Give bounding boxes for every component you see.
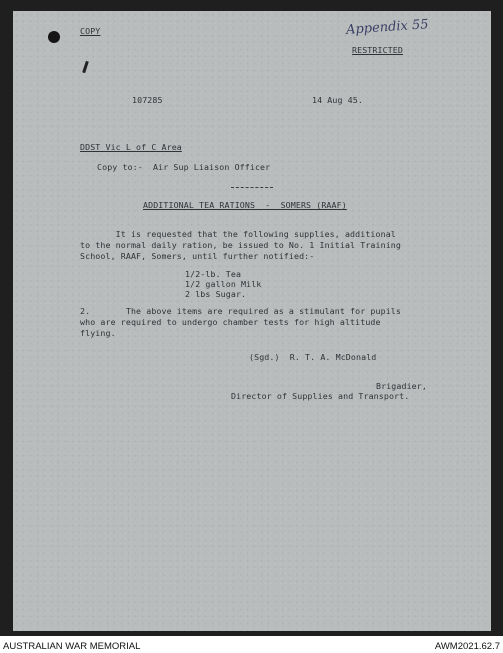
footer-accession-number: AWM2021.62.7 (434, 641, 500, 652)
addressee: DDST Vic L of C Area (80, 142, 182, 152)
copy-label: COPY (80, 26, 101, 36)
paragraph-2-line-2: who are required to undergo chamber tests for high altitude (80, 317, 381, 327)
paragraph-1-line-2: to the normal daily ration, be issued to No. 1 Initial Training (80, 240, 401, 250)
supply-item-tea: 1/2-lb. Tea (185, 269, 242, 279)
supply-item-milk: 1/2 gallon Milk (185, 279, 262, 289)
classification-label: RESTRICTED (352, 45, 403, 55)
signature-line: (Sgd.) R. T. A. McDonald (249, 352, 377, 362)
signatory-rank: Brigadier, (376, 381, 427, 391)
copy-to-line: Copy to:- Air Sup Liaison Officer (97, 162, 271, 172)
paragraph-2-line-3: flying. (80, 328, 116, 338)
paragraph-2-line-1: 2. The above items are required as a stimulant for pupils (80, 306, 401, 316)
footer-source: AUSTRALIAN WAR MEMORIAL (3, 641, 141, 652)
paragraph-1-line-3: School, RAAF, Somers, until further notified:- (80, 251, 315, 261)
paragraph-1-line-1: It is requested that the following supplies, additional (80, 229, 396, 239)
ink-mark (82, 61, 89, 73)
handwritten-annotation: Appendix 55 (345, 17, 430, 38)
document-page (13, 11, 491, 631)
supply-item-sugar: 2 lbs Sugar. (185, 289, 247, 299)
document-date: 14 Aug 45. (312, 95, 363, 105)
signatory-title: Director of Supplies and Transport. (231, 391, 410, 401)
subject-heading: ADDITIONAL TEA RATIONS - SOMERS (RAAF) (143, 200, 347, 210)
reference-number: 107285 (132, 95, 163, 105)
punch-hole (48, 31, 60, 43)
dashed-rule (231, 187, 273, 188)
